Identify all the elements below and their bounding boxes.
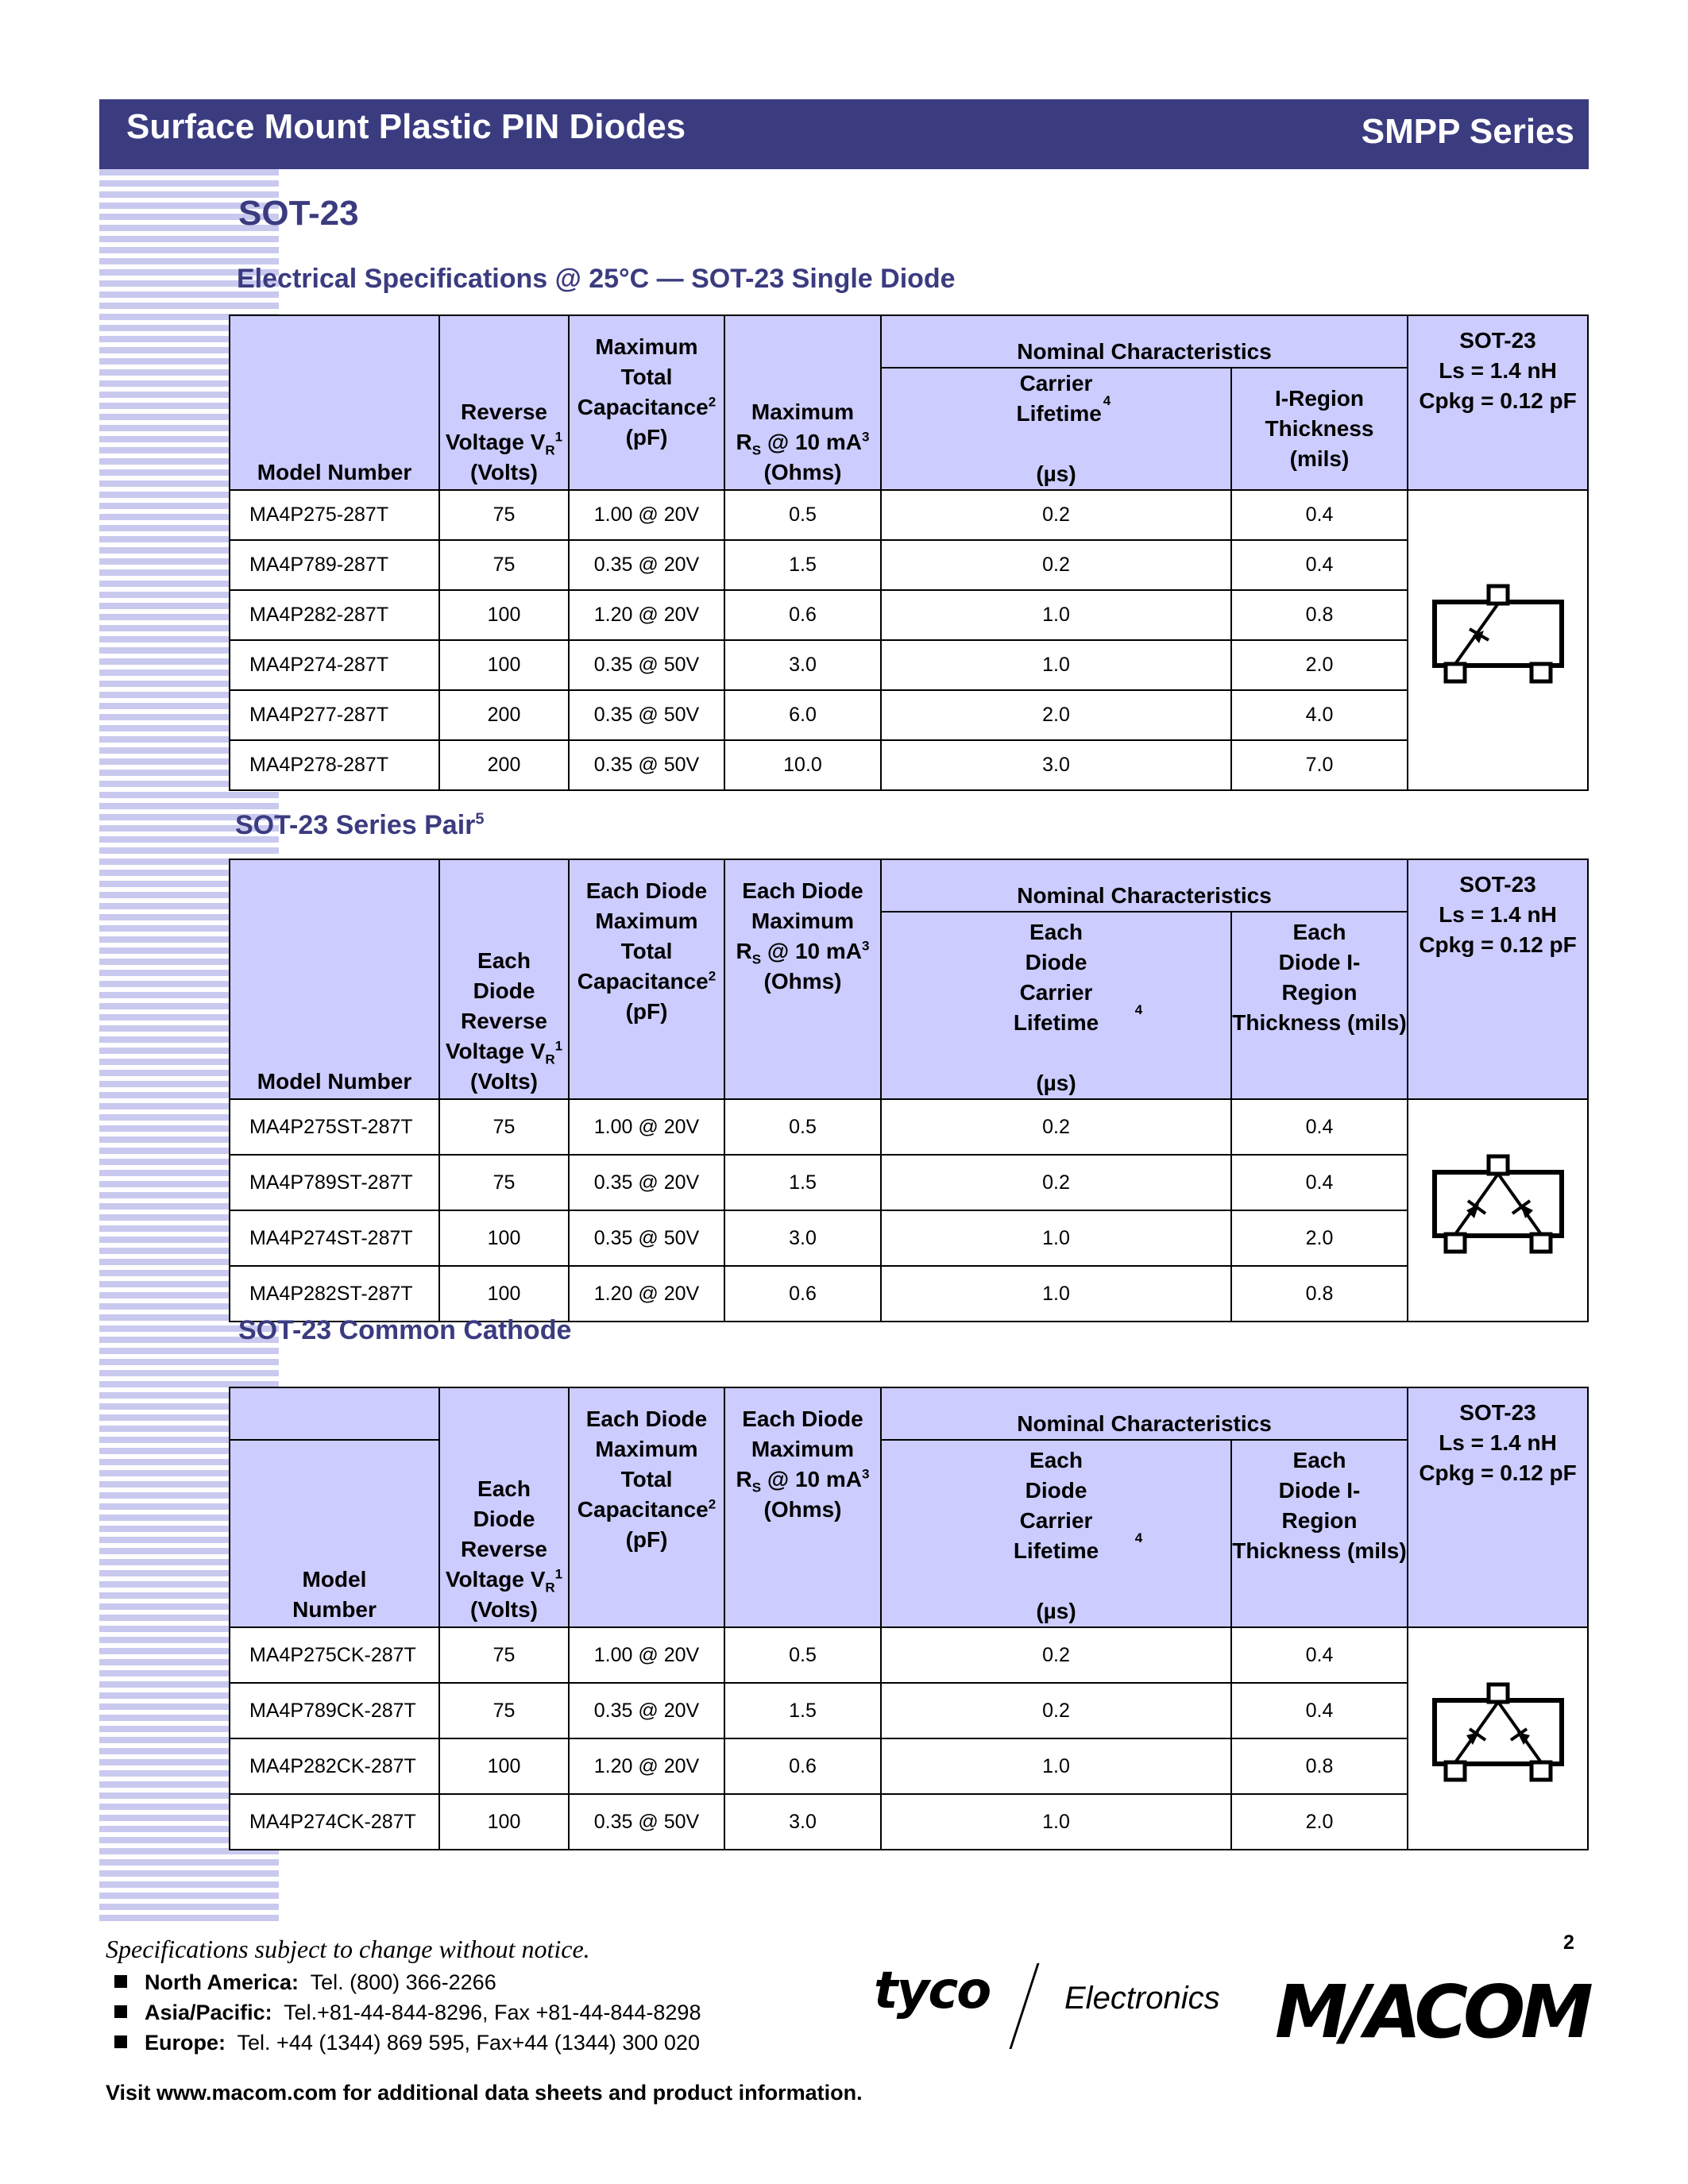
col-header-iregion: Each Diode I-Region Thickness (mils) [1231, 912, 1408, 1099]
col-header-voltage: Reverse Voltage $V_R^1$ (Volts) [439, 315, 569, 490]
cell-rs: 10.0 [724, 740, 881, 790]
col-header-capacitance: Each Diode Maximum Total Capacitance$^2$ (pF) [569, 859, 724, 1099]
cell-iregion: 0.8 [1231, 1738, 1408, 1794]
section-title-series-pair: SOT-23 Series Pair$^5$ [235, 810, 485, 840]
cell-voltage: 100 [439, 1794, 569, 1850]
cell-voltage: 100 [439, 1266, 569, 1322]
cell-capacitance: 1.20 @ 20V [569, 1266, 724, 1322]
macom-logo: M/ACOM [1275, 1970, 1589, 2055]
col-header-rs: Each Diode Maximum $R_S$ @ 10 $mA^3$ (Ohms) [724, 859, 881, 1099]
cell-voltage: 75 [439, 1155, 569, 1210]
col-header-rs: Maximum $R_S$ @ 10 $mA^3$ (Ohms) [724, 315, 881, 490]
table-row [230, 740, 1588, 790]
cell-capacitance: 0.35 @ 50V [569, 640, 724, 690]
cell-voltage: 100 [439, 640, 569, 690]
cell-rs: 0.5 [724, 1099, 881, 1155]
package-symbol-cell [1408, 1099, 1588, 1322]
table-row [230, 540, 1588, 590]
col-header-iregion: I-Region Thickness (mils) [1231, 368, 1408, 490]
sot23-common-cathode-symbol [1427, 1677, 1570, 1796]
col-header-capacitance: Each Diode Maximum Total Capacitance$^2$ (pF) [569, 1387, 724, 1627]
col-header-nominal: Nominal Characteristics [881, 859, 1408, 912]
table-row [230, 690, 1588, 740]
col-header-nominal: Nominal Characteristics [881, 1387, 1408, 1440]
cell-model: MA4P282CK-287T [230, 1738, 439, 1794]
table-row [230, 490, 1588, 540]
spec-table-series-pair [229, 859, 1589, 1322]
cell-rs: 1.5 [724, 1155, 881, 1210]
cell-voltage: 75 [439, 540, 569, 590]
cell-rs: 1.5 [724, 540, 881, 590]
cell-rs: 3.0 [724, 1210, 881, 1266]
bullet-square-icon [114, 1975, 127, 1988]
cell-carrier-lifetime: 0.2 [881, 1683, 1231, 1738]
cell-voltage: 100 [439, 1210, 569, 1266]
cell-iregion: 0.8 [1231, 590, 1408, 640]
table-row [230, 1738, 1588, 1794]
col-header-carrier: Each Diode Carrier Lifetime $^4$ (µs) [881, 1440, 1231, 1627]
col-header-model: Model Number [230, 315, 439, 490]
bullet-square-icon [114, 2035, 127, 2048]
cell-capacitance: 0.35 @ 20V [569, 540, 724, 590]
footer-disclaimer: Specifications subject to change without notice. [106, 1935, 590, 1963]
cell-rs: 0.6 [724, 590, 881, 640]
page-header-bar [99, 99, 1589, 169]
cell-carrier-lifetime: 2.0 [881, 690, 1231, 740]
page-title: SOT-23 [238, 194, 359, 233]
cell-iregion: 0.4 [1231, 1683, 1408, 1738]
cell-carrier-lifetime: 0.2 [881, 1099, 1231, 1155]
table-row [230, 1155, 1588, 1210]
cell-model: MA4P789CK-287T [230, 1683, 439, 1738]
col-header-model: Model Number [230, 1440, 439, 1627]
package-symbol-cell [1408, 490, 1588, 790]
cell-model: MA4P277-287T [230, 690, 439, 740]
cell-iregion: 2.0 [1231, 640, 1408, 690]
cell-capacitance: 1.00 @ 20V [569, 490, 724, 540]
cell-rs: 0.6 [724, 1738, 881, 1794]
col-header-voltage: Each Diode Reverse Voltage $V_R^1$ (Volts) [439, 859, 569, 1099]
table-row [230, 1683, 1588, 1738]
spec-table-common-cathode [229, 1387, 1589, 1850]
cell-carrier-lifetime: 1.0 [881, 1210, 1231, 1266]
cell-rs: 0.6 [724, 1266, 881, 1322]
cell-model: MA4P274CK-287T [230, 1794, 439, 1850]
bullet-square-icon [114, 2005, 127, 2018]
cell-carrier-lifetime: 1.0 [881, 1794, 1231, 1850]
col-header-model: Model Number [230, 859, 439, 1099]
cell-carrier-lifetime: 0.2 [881, 1155, 1231, 1210]
table-row [230, 590, 1588, 640]
logo-slash [1009, 1963, 1039, 2049]
sot23-single-diode-symbol [1427, 578, 1570, 697]
cell-carrier-lifetime: 0.2 [881, 490, 1231, 540]
cell-model: MA4P274ST-287T [230, 1210, 439, 1266]
cell-rs: 1.5 [724, 1683, 881, 1738]
cell-voltage: 75 [439, 1099, 569, 1155]
col-header-carrier: Each Diode Carrier Lifetime $^4$ (µs) [881, 912, 1231, 1099]
cell-voltage: 100 [439, 590, 569, 640]
cell-capacitance: 1.00 @ 20V [569, 1099, 724, 1155]
col-header-voltage: Each Diode Reverse Voltage $V_R^1$ (Volts) [439, 1387, 569, 1627]
contact-europe: Europe: Tel. +44 (1344) 869 595, Fax+44 (1344) 300 020 [114, 2031, 700, 2055]
col-header-model-top [230, 1387, 439, 1440]
package-symbol-cell [1408, 1627, 1588, 1850]
cell-iregion: 7.0 [1231, 740, 1408, 790]
col-header-iregion: Each Diode I-Region Thickness (mils) [1231, 1440, 1408, 1627]
footer-visit-link[interactable]: Visit www.macom.com for additional data sheets and product information. [106, 2081, 863, 2105]
cell-carrier-lifetime: 1.0 [881, 590, 1231, 640]
cell-voltage: 200 [439, 740, 569, 790]
cell-rs: 3.0 [724, 1794, 881, 1850]
cell-iregion: 4.0 [1231, 690, 1408, 740]
cell-carrier-lifetime: 1.0 [881, 640, 1231, 690]
cell-iregion: 2.0 [1231, 1210, 1408, 1266]
contact-asia-pacific: Asia/Pacific: Tel.+81-44-844-8296, Fax +81-44-844-8298 [114, 2001, 701, 2025]
cell-rs: 0.5 [724, 1627, 881, 1683]
col-header-carrier: Carrier Lifetime $^4$ (µs) [881, 368, 1231, 490]
cell-iregion: 0.4 [1231, 1155, 1408, 1210]
cell-capacitance: 0.35 @ 20V [569, 1155, 724, 1210]
col-header-package: SOT-23 Ls = 1.4 nH Cpkg = 0.12 pF [1408, 315, 1588, 490]
table-row [230, 1210, 1588, 1266]
cell-voltage: 75 [439, 490, 569, 540]
col-header-rs: Each Diode Maximum $R_S$ @ 10 $mA^3$ (Ohms) [724, 1387, 881, 1627]
cell-iregion: 0.8 [1231, 1266, 1408, 1322]
cell-carrier-lifetime: 1.0 [881, 1738, 1231, 1794]
cell-voltage: 100 [439, 1738, 569, 1794]
cell-model: MA4P789ST-287T [230, 1155, 439, 1210]
page-header-title: Surface Mount Plastic PIN Diodes [126, 107, 686, 146]
cell-voltage: 75 [439, 1683, 569, 1738]
spec-table-single [229, 314, 1589, 791]
cell-model: MA4P275CK-287T [230, 1627, 439, 1683]
table-row [230, 640, 1588, 690]
cell-iregion: 0.4 [1231, 490, 1408, 540]
cell-capacitance: 0.35 @ 50V [569, 690, 724, 740]
table-row [230, 1266, 1588, 1322]
cell-capacitance: 0.35 @ 50V [569, 1210, 724, 1266]
cell-capacitance: 0.35 @ 50V [569, 740, 724, 790]
cell-capacitance: 0.35 @ 20V [569, 1683, 724, 1738]
cell-carrier-lifetime: 3.0 [881, 740, 1231, 790]
cell-iregion: 0.4 [1231, 1099, 1408, 1155]
cell-model: MA4P282-287T [230, 590, 439, 640]
cell-rs: 6.0 [724, 690, 881, 740]
cell-model: MA4P278-287T [230, 740, 439, 790]
cell-capacitance: 0.35 @ 50V [569, 1794, 724, 1850]
table-row [230, 1627, 1588, 1683]
cell-capacitance: 1.20 @ 20V [569, 1738, 724, 1794]
col-header-package: SOT-23 Ls = 1.4 nH Cpkg = 0.12 pF [1408, 859, 1588, 1099]
table-row [230, 1794, 1588, 1850]
cell-rs: 0.5 [724, 490, 881, 540]
cell-iregion: 0.4 [1231, 540, 1408, 590]
cell-capacitance: 1.00 @ 20V [569, 1627, 724, 1683]
page-number: 2 [1563, 1931, 1574, 1954]
sot23-series-pair-symbol [1427, 1148, 1570, 1268]
cell-iregion: 2.0 [1231, 1794, 1408, 1850]
cell-voltage: 75 [439, 1627, 569, 1683]
cell-model: MA4P282ST-287T [230, 1266, 439, 1322]
table-row [230, 1099, 1588, 1155]
cell-carrier-lifetime: 0.2 [881, 540, 1231, 590]
cell-model: MA4P275-287T [230, 490, 439, 540]
contact-north-america: North America: Tel. (800) 366-2266 [114, 1970, 496, 1995]
page-header-series: SMPP Series [1361, 112, 1574, 151]
cell-model: MA4P275ST-287T [230, 1099, 439, 1155]
col-header-nominal: Nominal Characteristics [881, 315, 1408, 368]
section-title-common-cathode: SOT-23 Common Cathode [238, 1315, 572, 1345]
cell-voltage: 200 [439, 690, 569, 740]
cell-carrier-lifetime: 0.2 [881, 1627, 1231, 1683]
cell-capacitance: 1.20 @ 20V [569, 590, 724, 640]
col-header-package: SOT-23 Ls = 1.4 nH Cpkg = 0.12 pF [1408, 1387, 1588, 1627]
col-header-capacitance: Maximum Total Capacitance$^2$ (pF) [569, 315, 724, 490]
section-title-single: Electrical Specifications @ 25°C — SOT-23 Single Diode [237, 264, 956, 294]
cell-rs: 3.0 [724, 640, 881, 690]
cell-model: MA4P274-287T [230, 640, 439, 690]
cell-carrier-lifetime: 1.0 [881, 1266, 1231, 1322]
cell-model: MA4P789-287T [230, 540, 439, 590]
cell-iregion: 0.4 [1231, 1627, 1408, 1683]
